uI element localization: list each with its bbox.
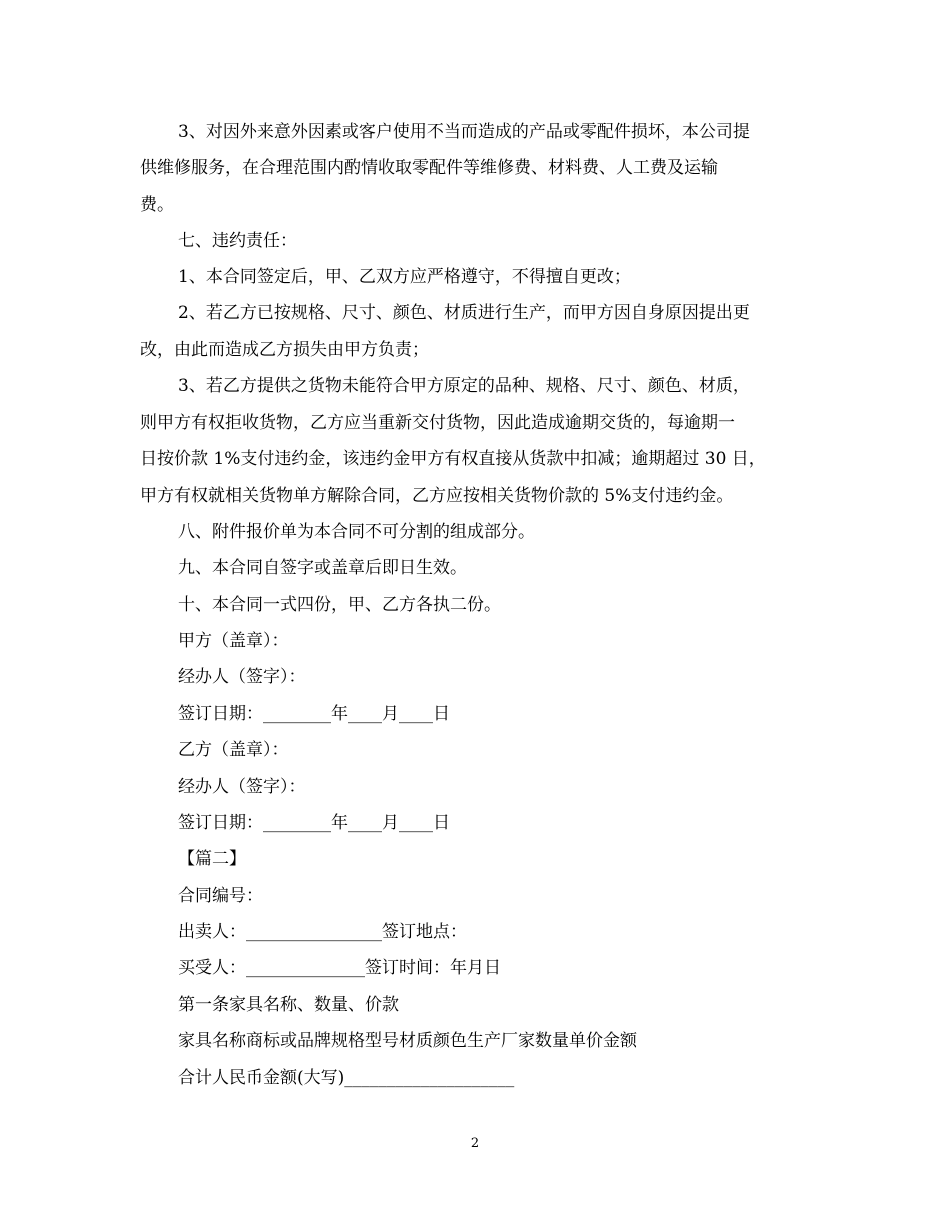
- section-heading: 七、违约责任：: [178, 231, 297, 251]
- party-a-seal-label: 甲方（盖章）：: [178, 631, 289, 651]
- signing-date-field: 签订日期：________年____月____日: [178, 813, 450, 833]
- page-number: 2: [470, 1136, 480, 1151]
- signing-date-field: 签订日期：________年____月____日: [178, 704, 450, 724]
- party-b-seal-label: 乙方（盖章）：: [178, 740, 289, 760]
- text-line: 3、若乙方提供之货物未能符合甲方原定的品种、规格、尺寸、颜色、材质，: [178, 376, 750, 396]
- text-line: 1、本合同签定后，甲、乙双方应严格遵守，不得擅自更改；: [178, 267, 631, 287]
- text-line: 改，由此而造成乙方损失由甲方负责；: [140, 340, 429, 360]
- section-heading: 十、本合同一式四份，甲、乙方各执二份。: [178, 595, 501, 615]
- text-line: 2、若乙方已按规格、尺寸、颜色、材质进行生产，而甲方因自身原因提出更: [178, 303, 750, 323]
- buyer-field: 买受人：______________签订时间：年月日: [178, 958, 501, 978]
- text-line: 费。: [140, 195, 174, 215]
- total-amount-field: 合计人民币金额(大写)____________________: [178, 1068, 515, 1088]
- text-line: 则甲方有权拒收货物，乙方应当重新交付货物，因此造成逾期交货的，每逾期一: [140, 413, 735, 433]
- section-heading: 九、本合同自签字或盖章后即日生效。: [178, 558, 467, 578]
- contract-number-label: 合同编号：: [178, 886, 263, 906]
- part-heading: 【篇二】: [178, 849, 246, 869]
- seller-field: 出卖人：________________签订地点：: [178, 922, 467, 942]
- article-heading: 第一条家具名称、数量、价款: [178, 995, 399, 1015]
- agent-signature-label: 经办人（签字）：: [178, 667, 306, 687]
- text-line: 3、对因外来意外因素或客户使用不当而造成的产品或零配件损坏，本公司提: [178, 122, 750, 142]
- agent-signature-label: 经办人（签字）：: [178, 777, 306, 797]
- text-line: 甲方有权就相关货物单方解除合同，乙方应按相关货物价款的 5%支付违约金。: [140, 486, 734, 506]
- section-heading: 八、附件报价单为本合同不可分割的组成部分。: [178, 522, 535, 542]
- text-line: 日按价款 1%支付违约金，该违约金甲方有权直接从货款中扣减；逾期超过 30 日，: [140, 449, 766, 469]
- text-line: 供维修服务，在合理范围内酌情收取零配件等维修费、材料费、人工费及运输: [140, 158, 718, 178]
- table-header-text: 家具名称商标或品牌规格型号材质颜色生产厂家数量单价金额: [178, 1031, 637, 1051]
